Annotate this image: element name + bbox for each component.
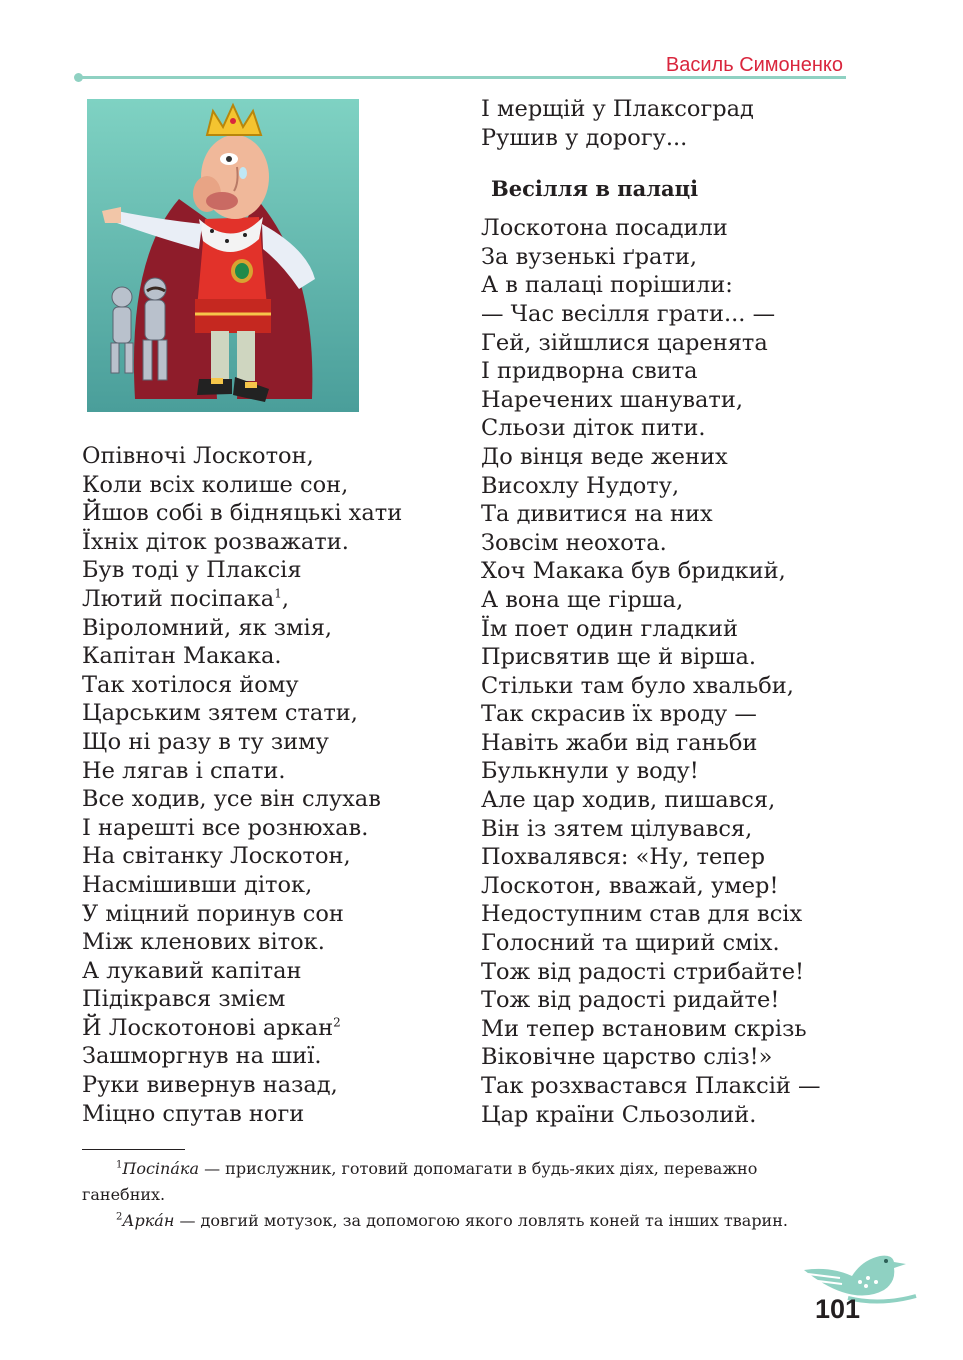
poem-line: А в палаці порішили: <box>481 272 733 299</box>
poem-line: Стільки там було хвальби, <box>481 672 794 699</box>
poem-line: Лоскотон, вважай, умер! <box>481 872 779 899</box>
poem-line: До вінця веде жених <box>481 443 728 470</box>
poem-line: У міцний поринув сон <box>82 900 344 927</box>
poem-line: І мерщій у Плаксоград <box>481 96 754 122</box>
poem-line: Так розхвастався Плаксій — <box>481 1073 821 1099</box>
poem-line: Між кленових віток. <box>82 929 325 956</box>
poem-line: Руки вивернув назад, <box>82 1072 338 1099</box>
footnote-text: — довгий мотузок, за допомогою якого ловлять коней та інших тварин. <box>174 1211 788 1230</box>
footnote-2 <box>82 1208 842 1234</box>
poem-line: Так скрасив їх вроду — <box>481 701 757 728</box>
poem-line: Булькнули у воду! <box>481 758 699 785</box>
footnote-marker: 2 <box>333 1015 341 1030</box>
poem-line: Лютий посіпака$^1$, <box>82 585 289 612</box>
footnotes <box>82 1156 842 1234</box>
footnote-1 <box>82 1156 842 1208</box>
poem-line: Та дивитися на них <box>481 501 713 528</box>
king-illustration-art <box>87 99 359 412</box>
poem-line: Що ні разу в ту зиму <box>82 728 329 755</box>
poem-line: Їхніх діток розважати. <box>82 528 349 555</box>
poem-line: Віроломний, як змія, <box>82 614 333 641</box>
section-title: Весілля в палаці <box>491 176 699 202</box>
poem-line: Царським зятем стати, <box>82 700 358 727</box>
poem-line: І придворна свита <box>481 358 698 385</box>
poem-line: Тож від радості стрибайте! <box>481 958 805 985</box>
poem-line: Зашморгнув на шиї. <box>82 1043 322 1070</box>
poem-line: Їм поет один гладкий <box>481 615 738 642</box>
footnote-text: — прислужник, готовий допомагати в будь-яких діях, переважно ганебних. <box>82 1159 758 1204</box>
poem-line: А вона ще гірша, <box>481 586 684 613</box>
poem-line: Все ходив, усе він слухав <box>82 786 381 813</box>
poem-line: На світанку Лоскотон, <box>82 843 351 870</box>
header-author: Василь Симоненко <box>665 54 843 76</box>
poem-line: Навіть жаби від ганьби <box>481 729 758 756</box>
poem-line: Міцно спутав ноги <box>82 1100 305 1127</box>
poem-line: Був тоді у Плаксія <box>82 557 302 584</box>
footnote-number: 2 <box>116 1211 123 1223</box>
poem-line: Не лягав і спати. <box>82 757 286 784</box>
header-rule <box>78 76 846 79</box>
poem-line: І нарешті все рознюхав. <box>82 814 369 841</box>
right-poem-column <box>481 95 861 1129</box>
poem-line: Підікрався змієм <box>82 986 286 1013</box>
poem-line: Голосний та щирий сміх. <box>481 930 780 957</box>
footnote-term: Аркáн <box>122 1211 175 1230</box>
poem-line: Наречених шанувати, <box>481 386 744 413</box>
footnote-divider <box>82 1149 185 1150</box>
poem-line: Капітан Макака. <box>82 643 282 670</box>
poem-line: Рушив у дорогу... <box>481 124 688 151</box>
poem-line: Цар країни Сльозолий. <box>481 1101 757 1128</box>
poem-line: Ми тепер встановим скрізь <box>481 1015 807 1042</box>
poem-line: Й Лоскотонові аркан$^2$ <box>82 1014 341 1041</box>
poem-line: Гей, зійшлися царенята <box>481 329 768 356</box>
poem-line: Йшов собі в бідняцькі хати <box>82 500 403 527</box>
left-poem-column <box>82 442 462 1128</box>
footnote-marker: 1 <box>274 586 282 601</box>
poem-line: Зовсім неохота. <box>481 529 667 556</box>
poem-line: Віковічне царство сліз!» <box>481 1044 773 1071</box>
poem-line: Але цар ходив, пишався, <box>481 787 776 814</box>
poem-line: За вузенькі ґрати, <box>481 243 698 270</box>
poem-line: Хоч Макака був бридкий, <box>481 558 786 585</box>
poem-line: Недоступним став для всіх <box>481 901 803 928</box>
king-illustration <box>87 99 359 412</box>
poem-line: А лукавий капітан <box>82 957 302 984</box>
poem-line: Насмішивши діток, <box>82 871 313 898</box>
page-number: 101 <box>815 1294 861 1324</box>
poem-line: Так хотілося йому <box>82 671 299 698</box>
poem-line: Коли всіх колише сон, <box>82 471 349 498</box>
poem-line: — Час весілля грати... — <box>481 300 776 327</box>
poem-line: Лоскотона посадили <box>481 215 728 242</box>
poem-line: Похвалявся: «Ну, тепер <box>481 844 766 871</box>
poem-line: Тож від радості ридайте! <box>481 987 780 1014</box>
footnote-term: Посіпáка <box>122 1159 199 1178</box>
poem-line: Присвятив ще й вірша. <box>481 644 757 671</box>
poem-line: Сльози діток пити. <box>481 415 706 442</box>
poem-line: Опівночі Лоскотон, <box>82 443 314 469</box>
footnote-number: 1 <box>116 1159 123 1171</box>
poem-line: Він із зятем цілувався, <box>481 815 753 842</box>
poem-line: Висохлу Нудоту, <box>481 472 680 499</box>
